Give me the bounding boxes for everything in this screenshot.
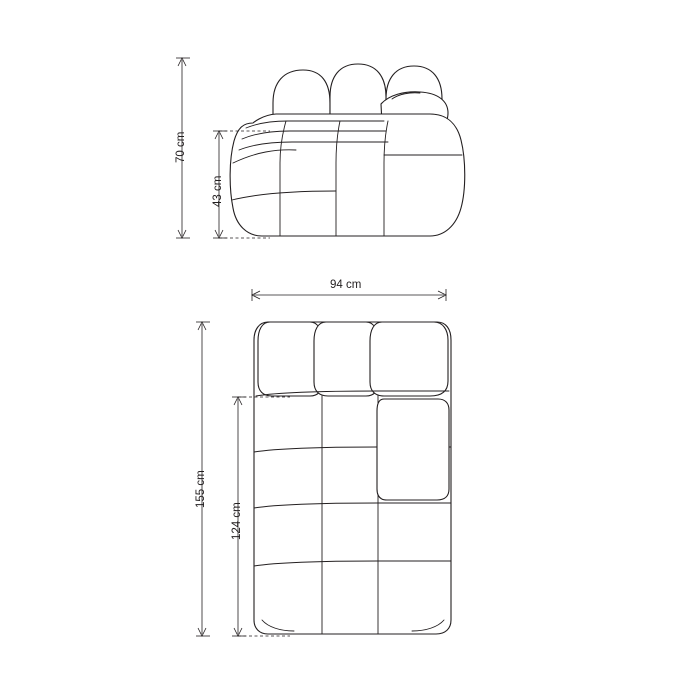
label-height-total: 70 cm <box>175 131 187 163</box>
label-height-seat: 43 cm <box>212 175 224 207</box>
top-view-sofa <box>254 322 451 634</box>
label-depth-total: 155 cm <box>195 470 207 508</box>
front-view-sofa <box>230 64 465 236</box>
label-width-total: 94 cm <box>330 279 362 291</box>
label-depth-seat: 124 cm <box>231 502 243 540</box>
